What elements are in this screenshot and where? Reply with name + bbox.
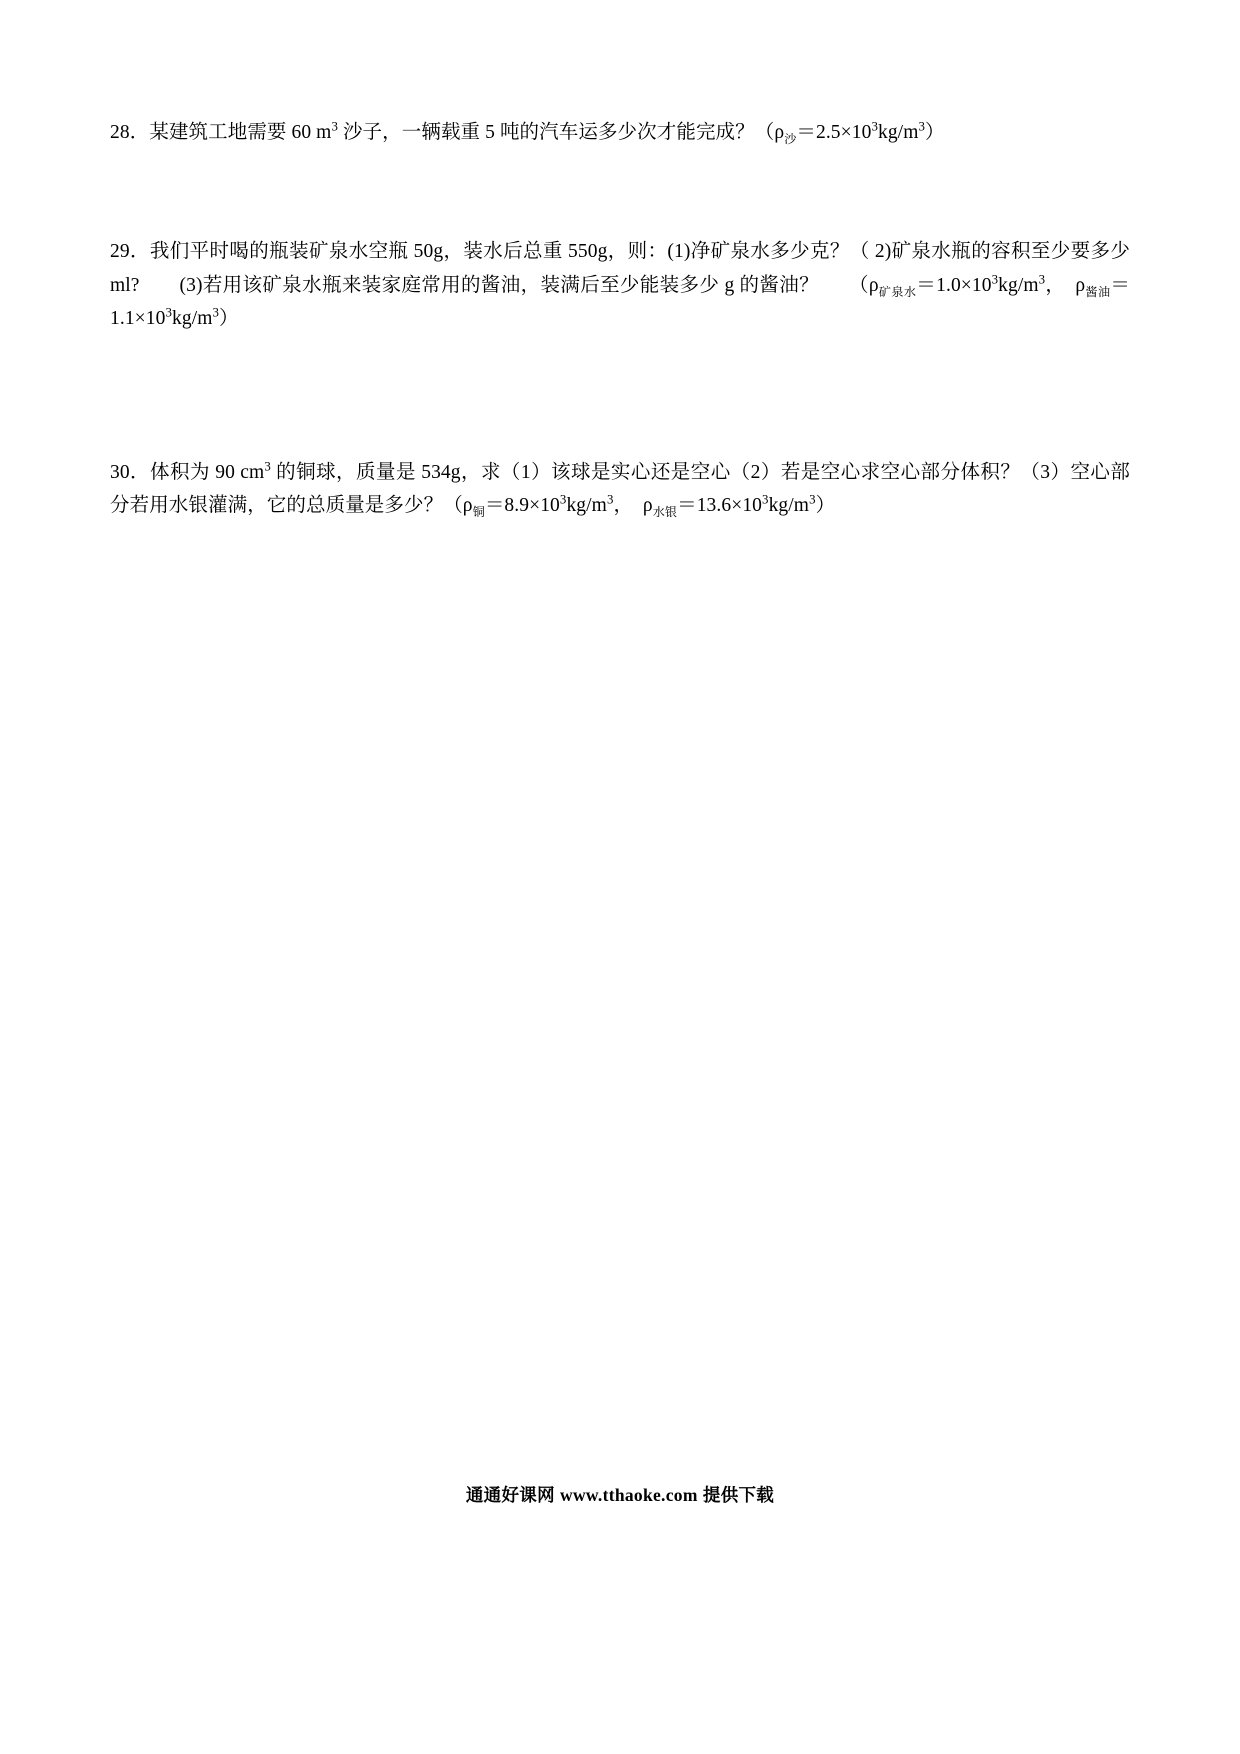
footer-site-name: 通通好课网	[465, 1485, 555, 1505]
problem-30-text-3: ＝8.9×10	[484, 495, 560, 517]
problem-29-text-3: kg/m	[998, 274, 1039, 296]
problem-29	[110, 235, 1130, 336]
problem-28-text-c: ＝2.5×10	[796, 121, 872, 143]
page-footer	[0, 1482, 1240, 1507]
footer-url: www.tthaoke.com	[560, 1485, 698, 1505]
problem-30-text-5: ， ρ	[613, 495, 653, 517]
problem-29-sup-2: 3	[1038, 272, 1046, 287]
problem-29-number: 29．	[110, 241, 150, 263]
problem-30	[110, 456, 1130, 523]
problem-29-sup-4: 3	[212, 305, 220, 320]
problem-28-text-d: kg/m	[877, 121, 919, 143]
problem-29-text-7: ）	[219, 308, 239, 330]
problem-29-sup-1: 3	[991, 272, 999, 287]
problem-29-text-5: ＝1.1×10	[110, 274, 1131, 330]
problem-30-sup-2: 3	[606, 492, 614, 507]
problem-30-text-7: kg/m	[768, 495, 810, 517]
problem-29-sub-2: 酱油	[1085, 284, 1111, 299]
problem-30-text-6: ＝13.6×10	[677, 495, 763, 517]
problem-29-sup-3: 3	[165, 305, 173, 320]
problem-28	[110, 116, 1130, 150]
problem-28-sub-1: 沙	[784, 131, 797, 146]
problem-28-sup-2: 3	[871, 119, 878, 133]
problem-30-text-2: 的铜球，质量是 534g，求（1）该球是实心还是空心（2）若是空心求空心部分体积？（3）空心部分若用水银灌满，它的总质量是多少？（ρ	[110, 461, 1130, 517]
problem-30-sub-2: 水银	[652, 505, 678, 520]
problem-30-sup-3: 3	[762, 492, 769, 507]
footer-suffix: 提供下载	[702, 1485, 775, 1505]
problem-30-sup-4: 3	[809, 492, 816, 507]
problem-28-sup-1: 3	[331, 119, 338, 133]
problem-30-text-1: 体积为 90 cm	[150, 461, 265, 483]
problem-29-text-4: ， ρ	[1045, 274, 1086, 296]
problem-30-sup-0: 3	[264, 459, 271, 474]
problem-29-text-2: ＝1.0×10	[916, 274, 992, 296]
problem-30-sup-1: 3	[559, 492, 567, 507]
problem-30-number: 30．	[110, 461, 151, 483]
problem-28-text-e: ）	[925, 121, 945, 143]
problem-29-text-6: kg/m	[172, 308, 213, 330]
problem-29-text-1: 我们平时喝的瓶装矿泉水空瓶 50g，装水后总重 550g，则：(1)净矿泉水多少克？（ 2)矿泉水瓶的容积至少要多少 ml? (3)若用该矿泉水瓶来装家庭常用的酱油，装满后至少能装多少 g 的酱油？ （ρ	[110, 241, 1130, 296]
problem-28-sup-3: 3	[918, 119, 926, 133]
problem-28-number: 28．	[110, 121, 150, 143]
problem-28-text-b: 沙子，一辆载重 5 吨的汽车运多少次才能完成？（ρ	[337, 121, 785, 143]
problem-29-sub-1: 矿泉水	[878, 284, 917, 299]
problem-30-text-8: ）	[815, 495, 836, 517]
problem-30-sub-1: 铜	[472, 505, 485, 520]
problem-28-text-a: 某建筑工地需要 60 m	[149, 121, 332, 143]
problem-30-text-4: kg/m	[566, 495, 607, 517]
document-body	[110, 96, 1130, 523]
